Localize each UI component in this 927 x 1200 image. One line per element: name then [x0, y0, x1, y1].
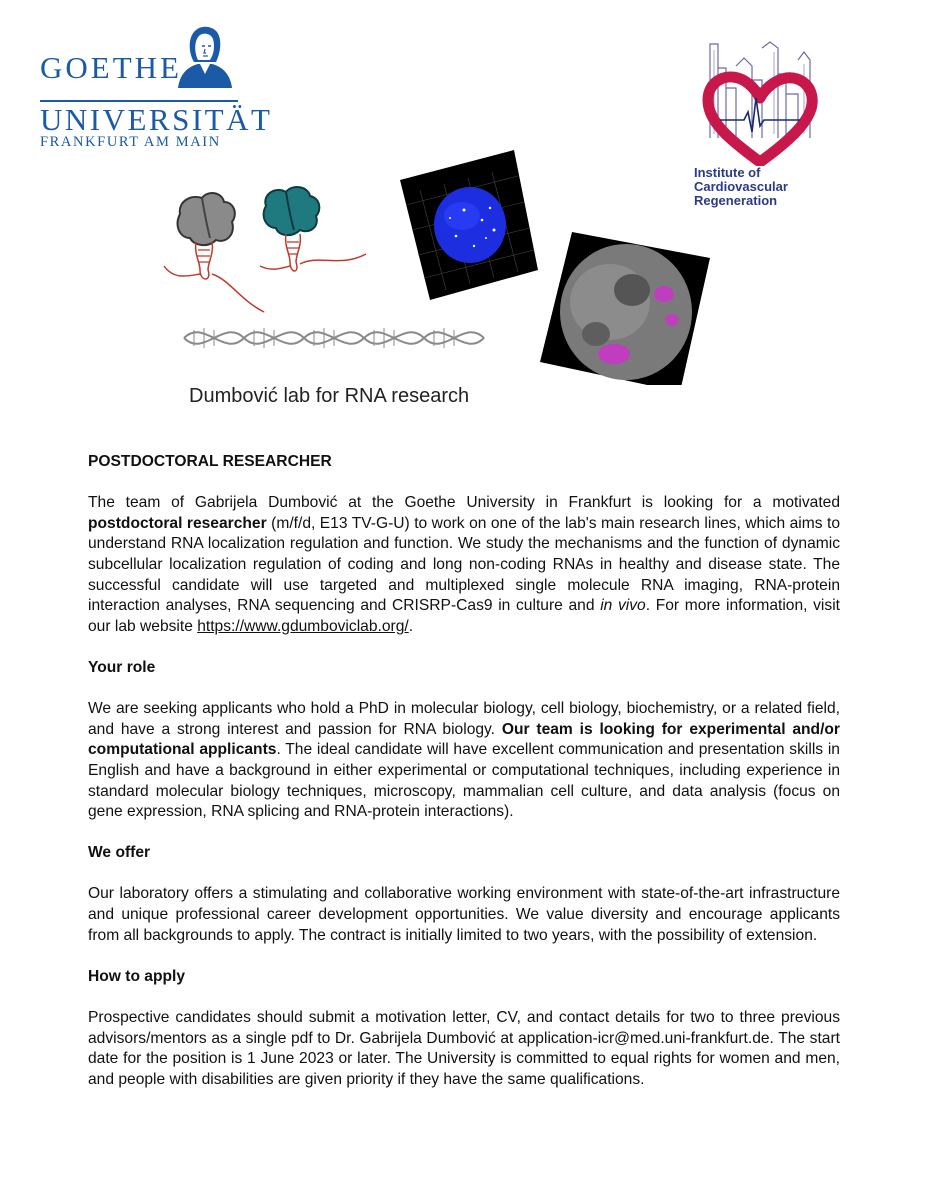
rna-ribosome-microscopy-illustration [160, 150, 720, 385]
icr-line2: Cardiovascular [694, 179, 788, 194]
grayscale-nucleus-microscopy [540, 232, 710, 385]
offer-paragraph: Our laboratory offers a stimulating and collaborative working environment with state-of-the-art infrastructure and unique professional career development opportunities. We value diversity and encourage applicants from all backgrounds to apply. The contract is initially limited to two years, with the possibility of extension. [88, 885, 840, 944]
lab-website-link[interactable]: https://www.gdumboviclab.org/ [197, 617, 409, 635]
role-text-2: . The ideal candidate will have excellent communication and presentation skills in English and have a background in either experimental or computational techniques, including experience in standard molecular biology techniques, microscopy, mammalian cell culture, and data analysis (focus on gene expression, RNA splicing and RNA-protein interactions). [88, 741, 840, 821]
intro-text-1: The team of Gabrijela Dumbović at the Goethe University in Frankfurt is looking for a motivated [88, 494, 840, 512]
role-text-1: We are seeking applicants who hold a PhD in molecular biology, cell biology, biochemistry, or a related field, and have a strong interest and passion for RNA biology. [88, 700, 840, 738]
intro-text-3: . For more information, visit our lab website [88, 597, 840, 635]
icr-line1: Institute of [694, 165, 761, 180]
role-bold: Our team is looking for experimental and/or computational applicants [88, 720, 840, 759]
goethe-logo-line1: GOETHE [40, 50, 182, 85]
role-paragraph [88, 699, 840, 823]
intro-paragraph [88, 493, 840, 637]
goethe-logo-line2: UNIVERSITÄT [40, 102, 273, 137]
offer-heading: We offer [88, 844, 151, 862]
lab-caption: Dumbović lab for RNA research [189, 385, 470, 407]
blue-nucleus-3d-render [400, 150, 538, 300]
intro-text-4: . [408, 617, 414, 635]
intro-italic: in vivo [600, 597, 646, 615]
city-skyline-heart-icon [690, 38, 830, 166]
apply-paragraph: Prospective candidates should submit a motivation letter, CV, and contact details for two to three previous advisors/mentors as a single pdf to Dr. Gabrijela Dumbović at application-icr@med.uni-frankfurt.de. The start date for the position is 1 June 2023 or later. The University is committed to equal rights for women and men, and people with disabilities are given priority if they have the same qualifications. [88, 1009, 840, 1088]
teal-ribosome-icon [260, 187, 366, 271]
goethe-logo-line3: FRANKFURT AM MAIN [40, 134, 221, 150]
intro-text-2: (m/f/d, E13 TV-G-U) to work on one of the lab's main research lines, which aims to understand RNA localization regulation and function. We study the mechanisms and the function of dynamic subcellular localization regulation of coding and long non-coding RNAs in healthy and disease state. The successful candidate will use targeted and multiplexed single molecule RNA imaging, RNA-protein interaction analyses, RNA sequencing and CRISRP-Cas9 in culture and [88, 514, 841, 615]
icr-line3: Regeneration [694, 193, 778, 208]
lab-illustration [160, 150, 720, 415]
gray-ribosome-icon [164, 193, 264, 312]
job-posting-body [88, 452, 840, 1090]
intro-bold: postdoctoral researcher [88, 514, 267, 532]
apply-heading: How to apply [88, 967, 186, 985]
goethe-university-logo [40, 18, 273, 150]
posting-title: POSTDOCTORAL RESEARCHER [88, 453, 332, 470]
dna-helix-icon [184, 328, 484, 348]
role-heading: Your role [88, 658, 156, 676]
